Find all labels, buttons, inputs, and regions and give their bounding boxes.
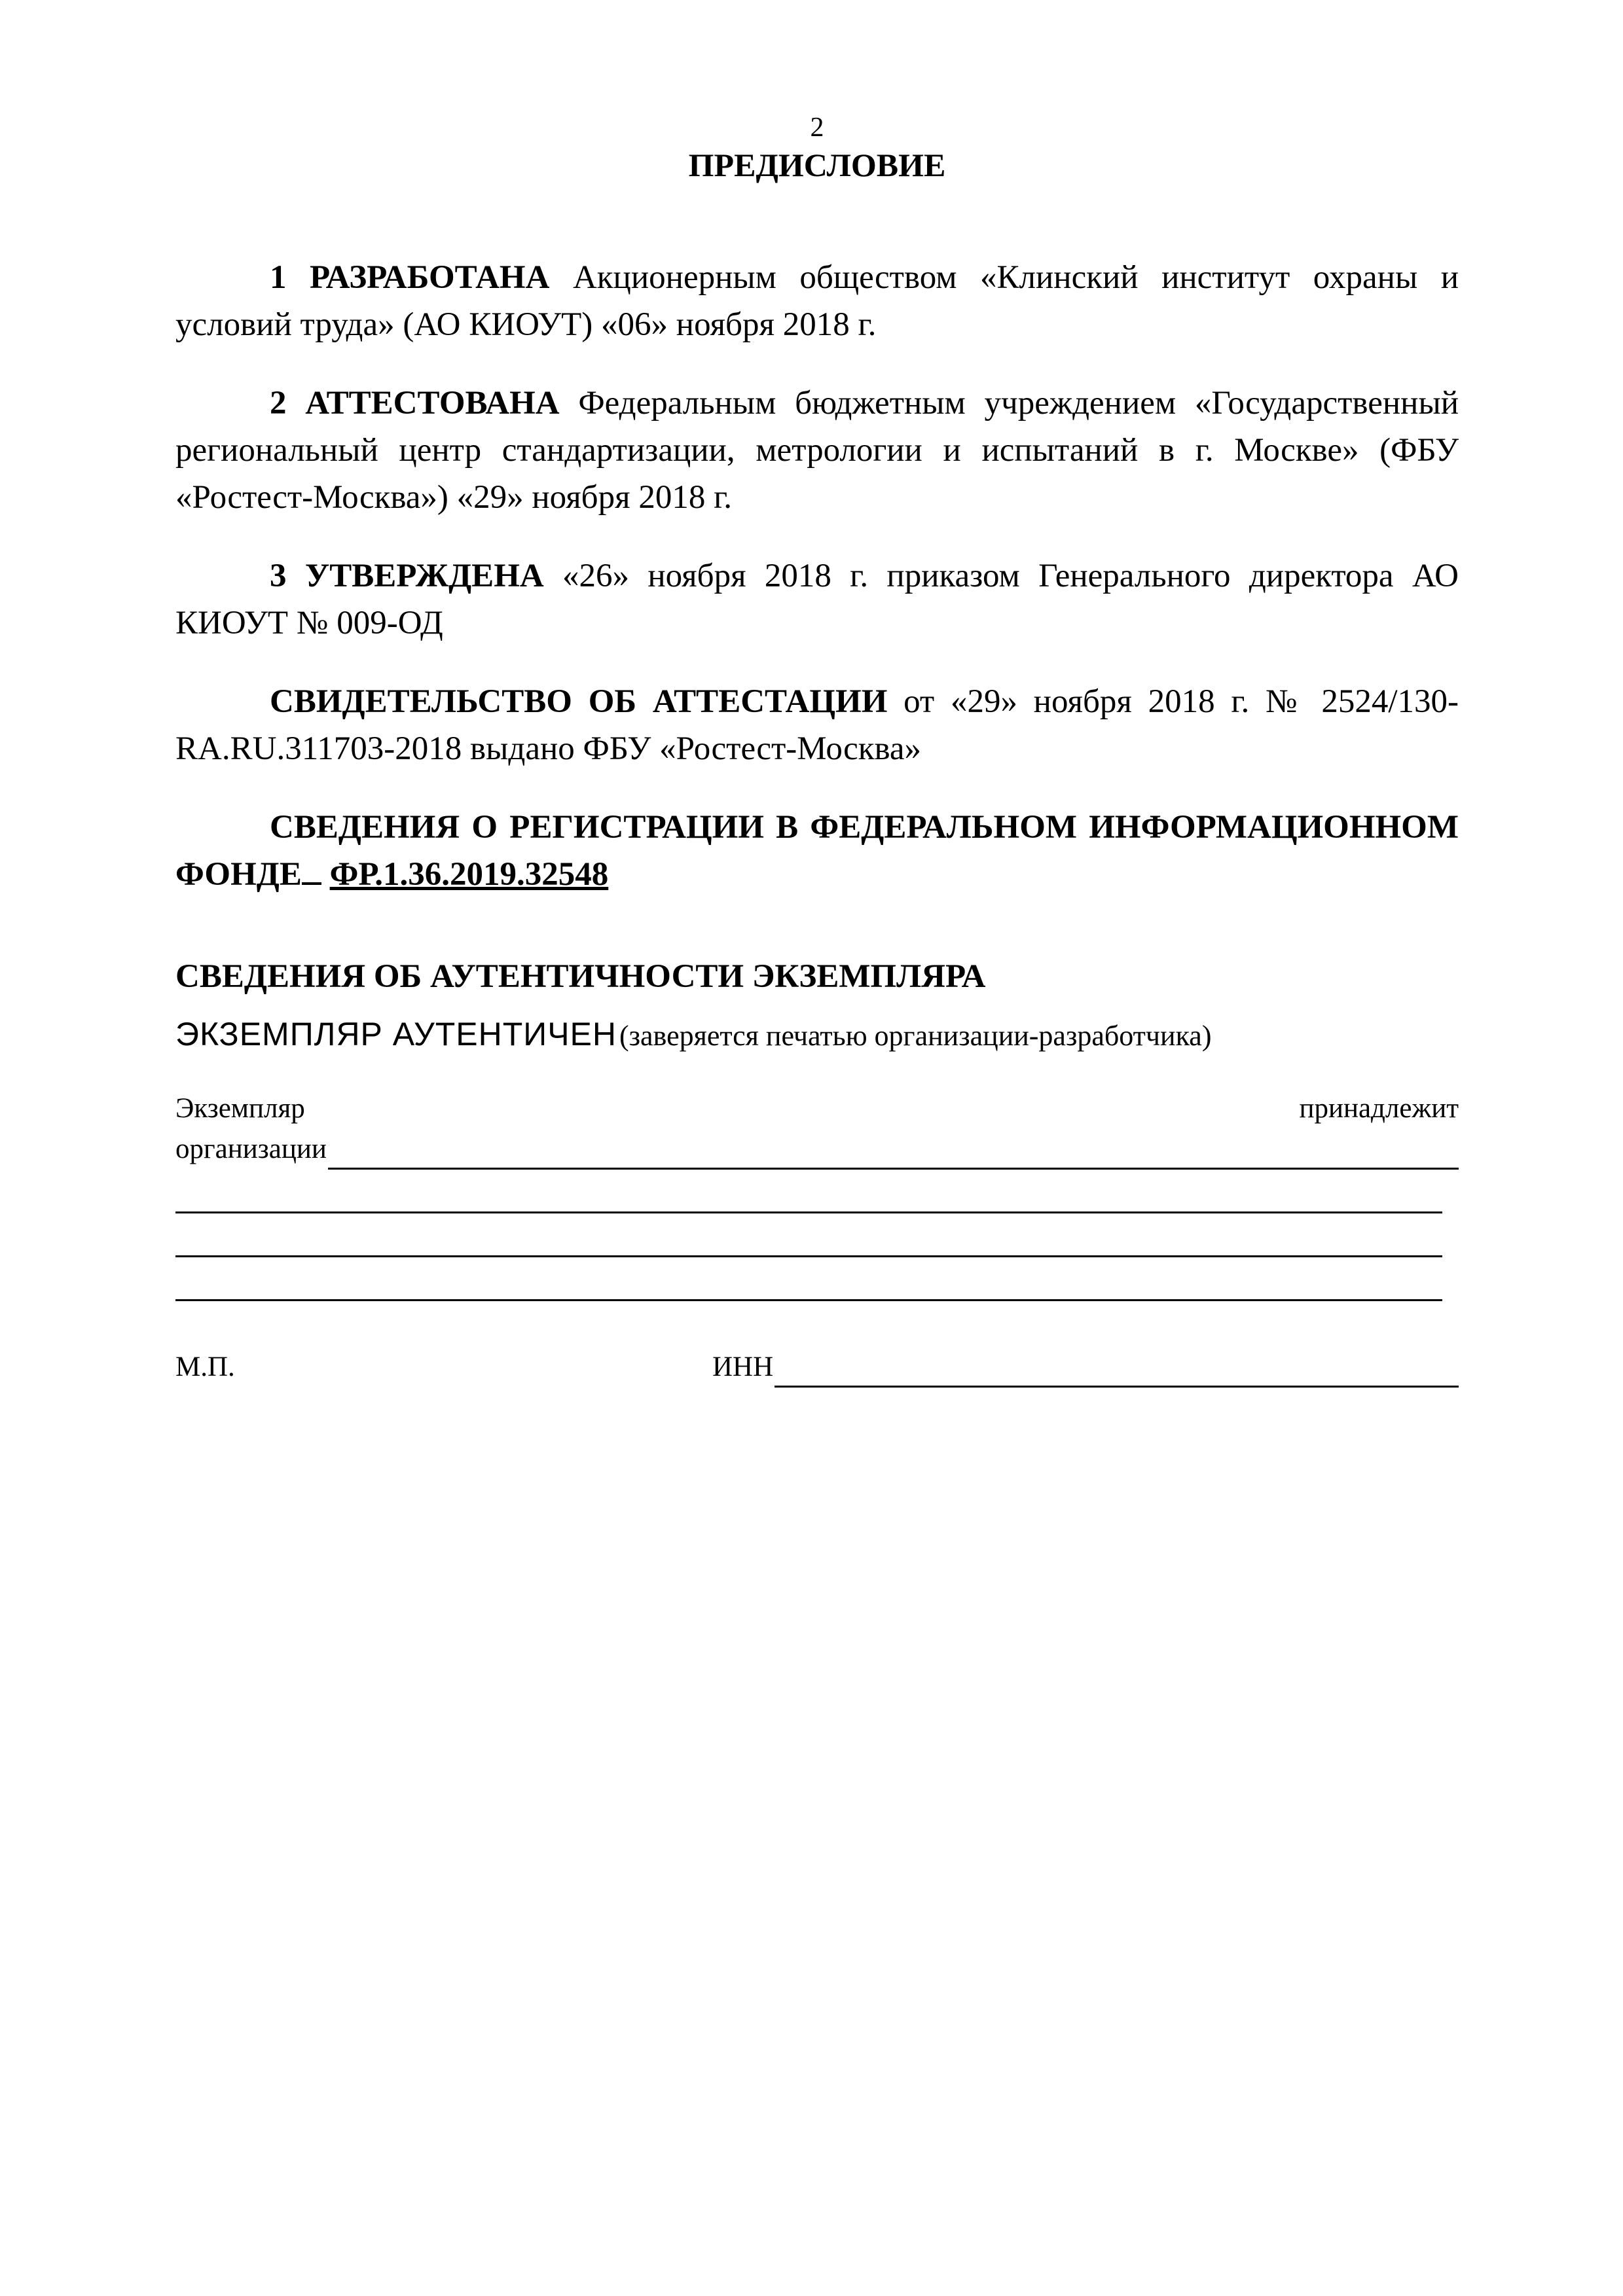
section-developed — [175, 254, 1459, 348]
authenticity-statement — [175, 1013, 1459, 1064]
stamp-label: М.П. — [175, 1352, 235, 1382]
inn-label: ИНН — [712, 1352, 774, 1382]
section-developed-text: Акционерным обществом «Клинский институт охраны и условий труда» (АО КИОУТ) «06» ноября 2018 г. — [175, 259, 1459, 343]
section-developed-label: 1 РАЗРАБОТАНА — [270, 259, 550, 296]
section-approved-label: 3 УТВЕРЖДЕНА — [270, 558, 544, 594]
stamp-row — [175, 1347, 1459, 1388]
section-approved-text: «26» ноября 2018 г. приказом Генерального директора АО КИОУТ № 009-ОД — [175, 558, 1459, 641]
section-certificate-text: от «29» ноября 2018 г. № 2524/130-RA.RU.311703-2018 выдано ФБУ «Ростест-Москва» — [175, 683, 1459, 767]
authenticity-main: ЭКЗЕМПЛЯР АУТЕНТИЧЕН — [175, 1016, 617, 1052]
registration-number: ФР.1.36.2019.32548 — [329, 856, 609, 893]
page-number: 2 — [810, 113, 824, 143]
section-approved — [175, 552, 1459, 647]
registration-underline-gap — [302, 852, 321, 885]
section-registration — [175, 804, 1459, 898]
authenticity-heading: СВЕДЕНИЯ ОБ АУТЕНТИЧНОСТИ ЭКЗЕМПЛЯРА — [175, 958, 986, 995]
section-certified — [175, 380, 1459, 521]
inn-fill-line — [775, 1355, 1459, 1388]
section-certified-text: Федеральным бюджетным учреждением «Государственный региональный центр стандартизации, метрологии и испытаний в г. Москве» (ФБУ «Ростест-Москва») «29» ноября 2018 г. — [175, 385, 1459, 516]
section-registration-label: СВЕДЕНИЯ О РЕГИСТРАЦИИ В ФЕДЕРАЛЬНОМ ИНФОРМАЦИОННОМ ФОНДЕ — [175, 809, 1459, 893]
section-certified-label: 2 АТТЕСТОВАНА — [270, 385, 560, 422]
document-title: ПРЕДИСЛОВИЕ — [688, 147, 946, 183]
blank-line-2 — [175, 1213, 1442, 1257]
ownership-row — [175, 1088, 1459, 1129]
document-page — [175, 111, 1459, 1388]
ownership-word-left: Экземпляр — [175, 1093, 305, 1124]
authenticity-note: (заверяется печатью организации-разработчика) — [619, 1020, 1212, 1052]
section-certificate-label: СВИДЕТЕЛЬСТВО ОБ АТТЕСТАЦИИ — [270, 683, 888, 720]
blank-line-3 — [175, 1257, 1442, 1301]
section-certificate — [175, 678, 1459, 772]
blank-line-1 — [175, 1170, 1442, 1213]
organization-row — [175, 1129, 1459, 1170]
organization-label: организации — [175, 1134, 327, 1164]
organization-fill-line — [328, 1138, 1459, 1170]
ownership-word-right: принадлежит — [1299, 1093, 1459, 1124]
